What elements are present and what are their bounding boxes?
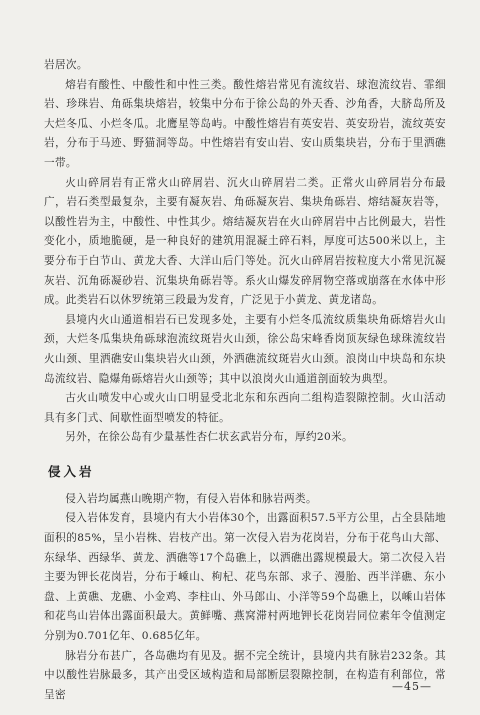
paragraph-basalt: 另外，在徐公岛有少量基性杏仁状玄武岩分布，厚约20米。 <box>65 431 353 444</box>
paragraph-continuation: 岩居次。 <box>44 59 88 71</box>
page-number: —45— <box>392 680 432 693</box>
page-content <box>44 56 446 705</box>
paragraph-dikes: 脉岩分布甚广，各岛礁均有见及。据不完全统计，县境内共有脉岩232条。其中以酸性岩脉最多，其产出受区域构造和局部断层裂隙控制，在构造有利部位，常呈密 <box>44 649 446 701</box>
section-title-intrusive-rocks: 侵入岩 <box>48 463 95 479</box>
paragraph-intrusive-intro: 侵入岩均属燕山晚期产物，有侵入岩体和脉岩两类。 <box>65 492 317 505</box>
paragraph-eruption-centers: 古火山喷发中心或火山口明显受北北东和东西向二组构造裂隙控制。火山活动具有多门式、间歇性面型喷发的特征。 <box>44 392 446 424</box>
paragraph-volcanic-vents: 县境内火山通道相岩石已发现多处，主要有小烂冬瓜流纹质集块角砾熔岩火山颈，大烂冬瓜集块角砾球泡流纹斑岩火山颈，徐公岛宋峰香岗顶灰绿色球珠流纹岩火山颈、里洒礁安山集块岩火山颈，外洒礁流纹斑岩火山颈。浪岗山中块岛和东块岛流纹岩、隐爆角砾熔岩火山颈等；其中以浪岗火山通道剖面较为典型。 <box>44 313 446 385</box>
paragraph-intrusive-bodies: 侵入岩体发育，县境内有大小岩体30个，出露面积57.5平方公里，占全县陆地面积的85%，呈小岩株、岩枝产出。第一次侵入岩为花岗岩，分布于花鸟山大部、东绿华、西绿华、黄龙、洒礁等17个岛礁上，以洒礁出露规模最大。第二次侵入岩主要为钾长花岗岩，分布于嵊山、枸杞、花鸟东部、求子、漫胎、西半洋礁、东小盘、上黄礁、龙礁、小金鸡、李柱山、外马郎山、小洋等59个岛礁上，以嵊山岩体和花鸟山岩体出露面积最大。黄鲜嘴、燕窝滞村两地钾长花岗岩同位素年令值测定分别为0.701亿年、0.685亿年。 <box>44 512 446 643</box>
paragraph-lava-types: 熔岩有酸性、中酸性和中性三类。酸性熔岩常见有流纹岩、球泡流纹岩、霏细岩、珍珠岩、角砾集块熔岩，较集中分布于徐公岛的外天香、沙角香，大脐岛所及大烂冬瓜、小烂冬瓜。北鹰星等岛屿。中酸性熔岩有英安岩、英安玢岩，流纹英安岩，分布于马迹、野猫洞等岛。中性熔岩有安山岩、安山质集块岩，分布于里洒礁一带。 <box>44 78 446 169</box>
paragraph-pyroclastic-rocks: 火山碎屑岩有正常火山碎屑岩、沉火山碎屑岩二类。正常火山碎屑岩分布最广，岩石类型最复杂，主要有凝灰岩、角砾凝灰岩、集块角砾岩、熔结凝灰岩等，以酸性岩为主，中酸性、中性其少。熔结凝灰岩在火山碎屑岩中占比例最大，岩性变化小，质地脆硬，是一种良好的建筑用混凝土碎石料，厚度可达500米以上，主要分布于白节山、黄龙大香、大洋山后门等处。沉火山碎屑岩按粒度大小常见沉凝灰岩、沉角砾凝砂岩、沉集块角砾岩等。系火山爆发碎屑物空落或崩落在水体中形成。此类岩石以休罗统第三段最为发育，广泛见于小黄龙、黄龙诸岛。 <box>44 176 446 307</box>
